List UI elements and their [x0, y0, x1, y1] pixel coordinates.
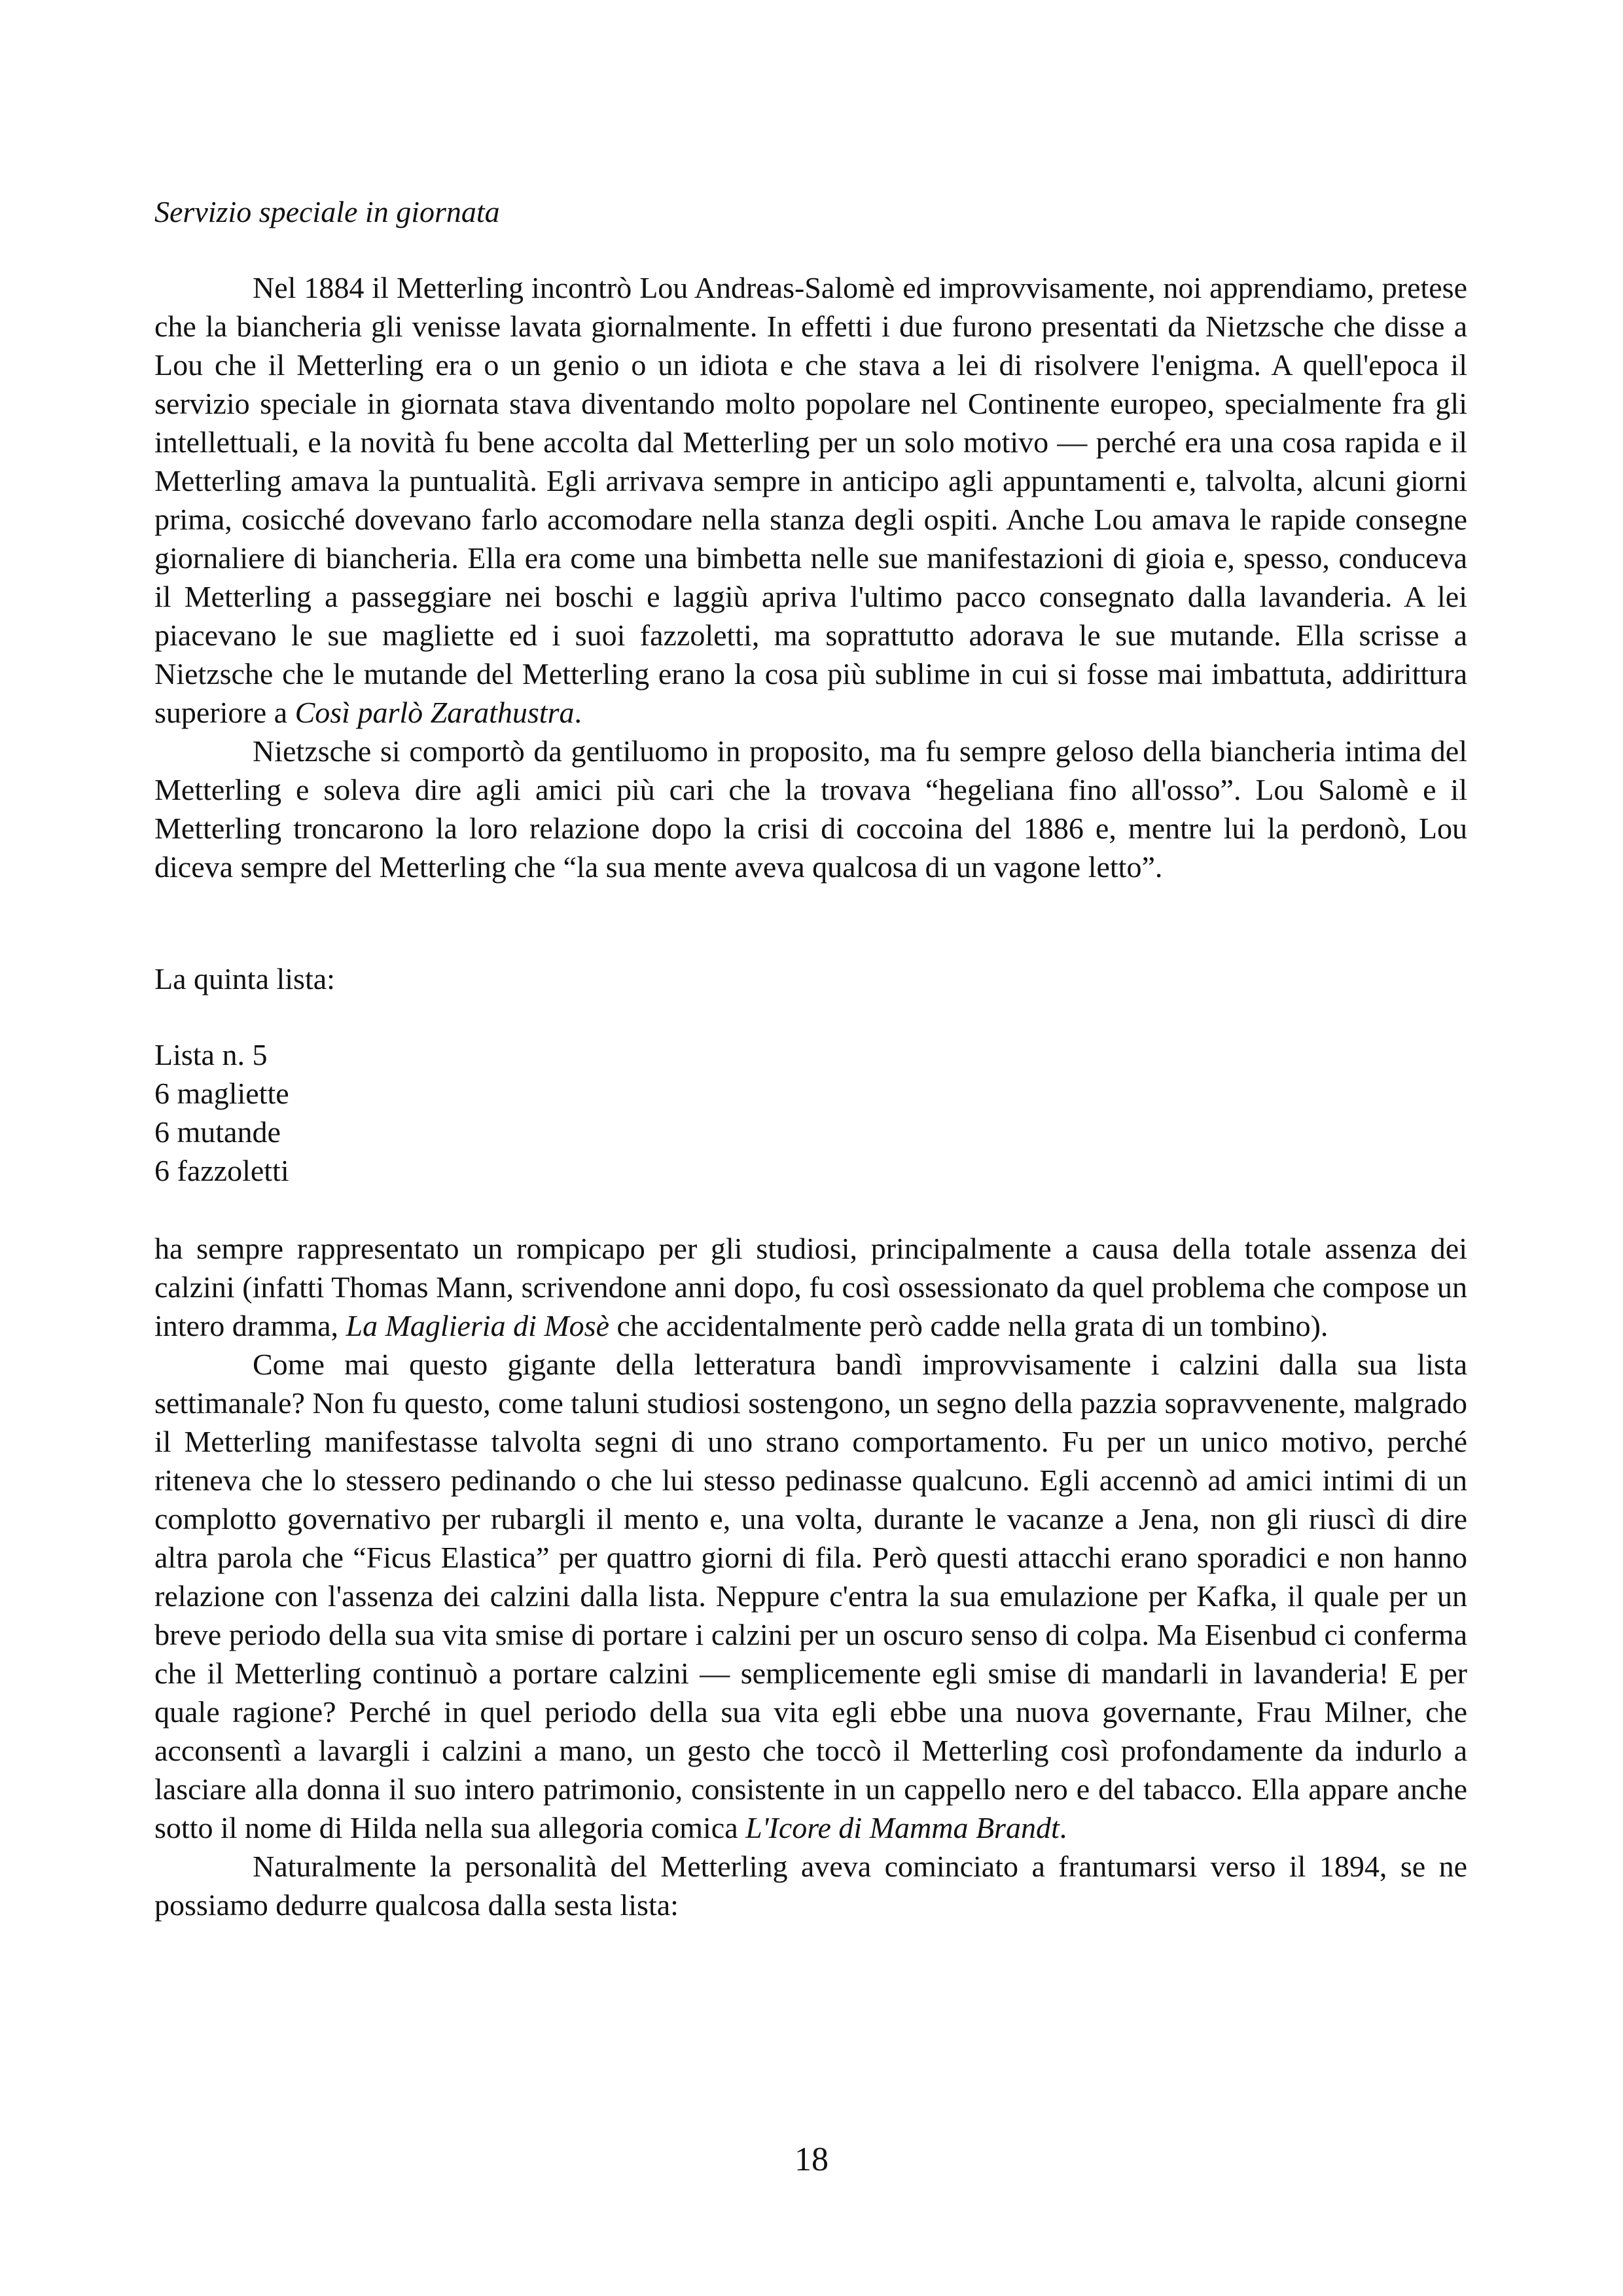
list-intro: La quinta lista:	[154, 962, 335, 996]
paragraph-4	[154, 1345, 1467, 1847]
paragraph-4-text-a: Come mai questo gigante della letteratura bandì improvvisamente i calzini dalla sua lista settimanale? Non fu questo, come taluni studiosi sostengono, un segno della pazzia sopravvenente, malgrado il Metterling manifestasse talvolta segni di uno strano comportamento. Fu per un unico motivo, perché riteneva che lo stessero pedinando o che lui stesso pedinasse qualcuno. Egli accennò ad amici intimi di un complotto governativo per rubargli il mento e, una volta, durante le vacanze a Jena, non gli riuscì di dire altra parola che “Ficus Elastica” per quattro giorni di fila. Però questi attacchi erano sporadici e non hanno relazione con l'assenza dei calzini dalla lista. Neppure c'entra la sua emulazione per Kafka, il quale per un breve periodo della sua vita smise di portare i calzini per un oscuro senso di colpa. Ma Eisenbud ci conferma che il Metterling continuò a portare calzini — semplicemente egli smise di mandarli in lavanderia! E per quale ragione? Perché in quel periodo della sua vita egli ebbe una nuova governante, Frau Milner, che acconsentì a lavargli i calzini a mano, un gesto che toccò il Metterling così profondamente da indurlo a lasciare alla donna il suo intero patrimonio, consistente in un cappello nero e del tabacco. Ella appare anche sotto il nome di Hilda nella sua allegoria comica	[154, 1348, 1467, 1844]
paragraph-3-play-title: La Maglieria di Mosè	[346, 1309, 609, 1342]
paragraph-1-text-a: Nel 1884 il Metterling incontrò Lou Andreas-Salomè ed improvvisamente, noi apprendiamo, pretese che la biancheria gli venisse lavata giornalmente. In effetti i due furono presentati da Nietzsche che disse a Lou che il Metterling era o un genio o un idiota e che stava a lei di risolvere l'enigma. A quell'epoca il servizio speciale in giornata stava diventando molto popolare nel Continente europeo, specialmente fra gli intellettuali, e la novità fu bene accolta dal Metterling per un solo motivo — perché era una cosa rapida e il Metterling amava la puntualità. Egli arrivava sempre in anticipo agli appuntamenti e, talvolta, alcuni giorni prima, cosicché dovevano farlo accomodare nella stanza degli ospiti. Anche Lou amava le rapide consegne giornaliere di biancheria. Ella era come una bimbetta nelle sue manifestazioni di gioia e, spesso, conduceva il Metterling a passeggiare nei boschi e laggiù apriva l'ultimo pacco consegnato dalla lavanderia. A lei piacevano le sue magliette ed i suoi fazzoletti, ma soprattutto adorava le sue mutande. Ella scrisse a Nietzsche che le mutande del Metterling erano la cosa più sublime in cui si fosse mai imbattuta, addirittura superiore a	[154, 271, 1467, 729]
paragraph-1-text-b: .	[574, 696, 582, 729]
body-text-block-1	[154, 268, 1467, 886]
paragraph-5: Naturalmente la personalità del Metterling aveva cominciato a frantumarsi verso il 1894, se ne possiamo dedurre qualcosa dalla sesta lista:	[154, 1850, 1467, 1922]
list-title: Lista n. 5	[154, 1038, 268, 1071]
body-text-block-2	[154, 1229, 1467, 1924]
section-heading: Servizio speciale in giornata	[154, 195, 500, 228]
list-item: 6 mutande	[154, 1115, 281, 1149]
paragraph-3	[154, 1229, 1467, 1345]
paragraph-3-text-a: ha sempre rappresentato un rompicapo per gli studiosi, principalmente a causa della totale assenza dei calzini (infatti Thomas Mann, scrivendone anni dopo, fu così ossessionato da quel problema che compose un intero dramma,	[154, 1232, 1467, 1342]
paragraph-4-allegory-title: L'Icore di Mamma Brandt	[745, 1811, 1060, 1844]
page-number: 18	[794, 2141, 829, 2178]
section-heading-block	[154, 192, 1467, 231]
list-item: 6 fazzoletti	[154, 1154, 289, 1187]
paragraph-1	[154, 268, 1467, 732]
list-intro-block	[154, 960, 1467, 998]
list-item: 6 magliette	[154, 1077, 289, 1110]
paragraph-2: Nietzsche si comportò da gentiluomo in proposito, ma fu sempre geloso della biancheria intima del Metterling e soleva dire agli amici più cari che la trovava “hegeliana fino all'osso”. Lou Salomè e il Metterling troncarono la loro relazione dopo la crisi di coccoina del 1886 e, mentre lui la perdonò, Lou diceva sempre del Metterling che “la sua mente aveva qualcosa di un vagone letto”.	[154, 734, 1467, 884]
laundry-list	[154, 1035, 1467, 1190]
paragraph-3-text-b: che accidentalmente però cadde nella grata di un tombino).	[609, 1309, 1329, 1342]
paragraph-4-text-b: .	[1059, 1811, 1067, 1844]
paragraph-1-book-title: Così parlò Zarathustra	[294, 696, 575, 729]
